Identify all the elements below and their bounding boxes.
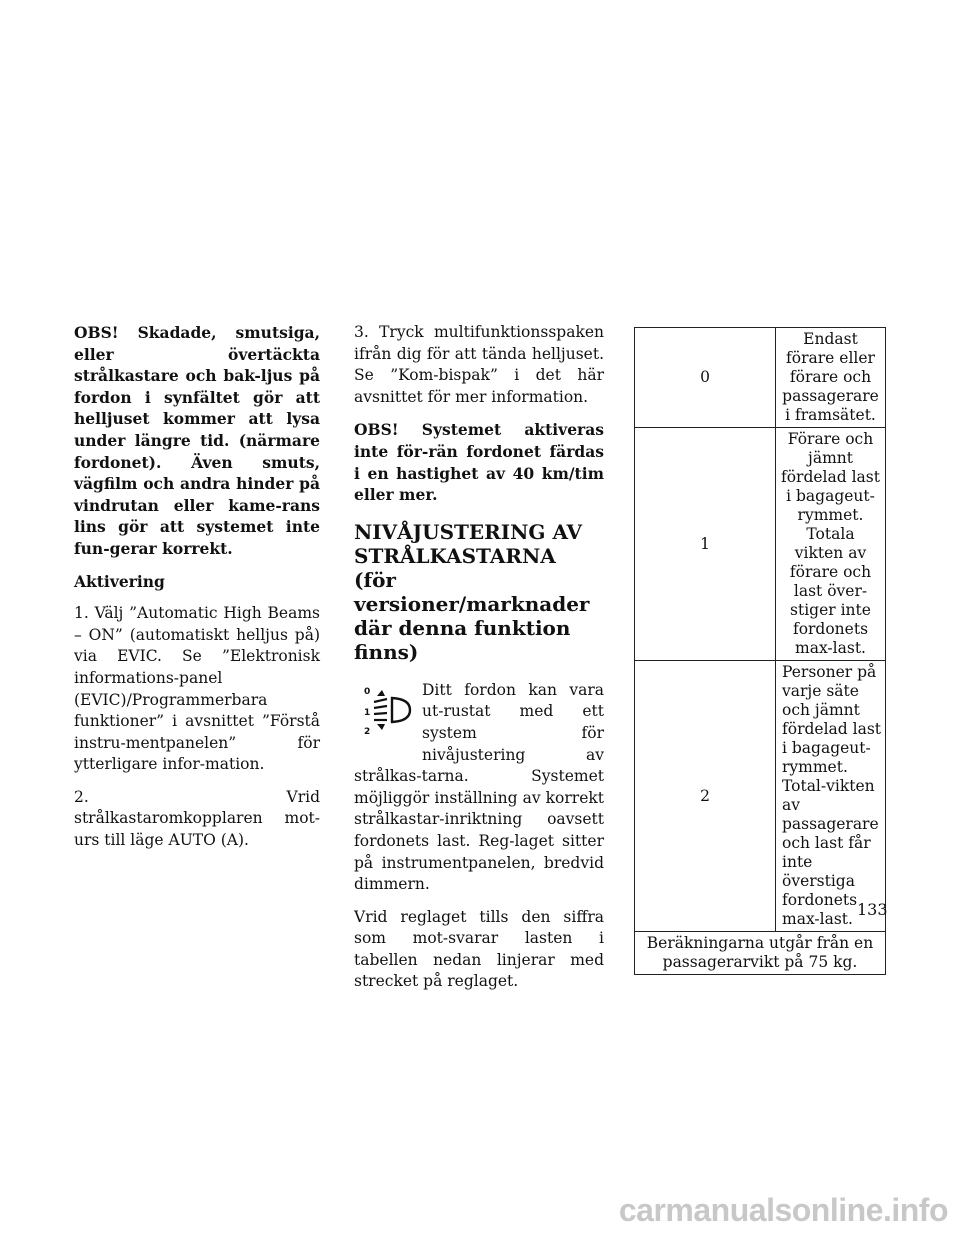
icon-level-2: 2 xyxy=(364,726,371,737)
table-description: Förare och jämnt fördelad last i bagageut-rymmet. Totala vikten av förare och last över-stiger inte fordonets max-last. xyxy=(776,428,886,661)
table-level: 1 xyxy=(635,428,776,661)
table-level: 0 xyxy=(635,328,776,428)
activation-subheading: Aktivering xyxy=(74,571,165,591)
leveling-description-text: Ditt fordon kan vara ut-rustat med ett system för nivåjustering av strålkas-tarna. Systemet möjliggör inställning av korrekt strålkastar-inriktning oavsett fordonets last. Reg-laget sitter på instrumentpanelen, bredvid dimmern. xyxy=(354,680,604,894)
activation-step-3: 3. Tryck multifunktionsspaken ifrån dig för att tända helljuset. Se ”Kom-bispak” i det här avsnittet för mer information. xyxy=(354,323,604,406)
table-footer: Beräkningarna utgår från en passagerarvikt på 75 kg. xyxy=(635,932,886,975)
headlamp-leveling-icon xyxy=(354,680,416,752)
table-row xyxy=(635,428,886,661)
table-level: 2 xyxy=(635,661,776,932)
table-description: Endast förare eller förare och passagerare i framsätet. xyxy=(776,328,886,428)
table-row xyxy=(635,328,886,428)
warning-note: OBS! Skadade, smutsiga, eller övertäckta strålkastare och bak-ljus på fordon i synfältet gör att helljuset kommer att lysa under längre tid. (närmare fordonet). Även smuts, vägfilm och andra hinder på vindrutan eller kame-rans lins gör att systemet inte fun-gerar korrekt. xyxy=(74,323,320,558)
section-heading: NIVÅJUSTERING AV STRÅLKASTARNA (för versioner/marknader där denna funktion finns) xyxy=(354,519,590,664)
watermark: carmanualsonline.info xyxy=(618,1192,948,1228)
speed-note: OBS! Systemet aktiveras inte för-rän fordonet färdas i en hastighet av 40 km/tim eller mer. xyxy=(354,420,604,505)
leveling-instruction: Vrid reglaget tills den siffra som mot-svarar lasten i tabellen nedan linjerar med strecket på reglaget. xyxy=(354,907,604,991)
table-footer-row xyxy=(635,932,886,975)
table-row xyxy=(635,661,886,932)
left-column xyxy=(74,322,320,863)
load-table xyxy=(634,327,886,975)
middle-column xyxy=(354,322,604,1004)
icon-level-0: 0 xyxy=(364,686,371,697)
activation-step-1: 1. Välj ”Automatic High Beams – ON” (automatiskt helljus på) via EVIC. Se ”Elektronisk informations-panel (EVIC)/Programmerbara funktioner” i avsnittet ”Förstå instru-mentpanelen” för ytterligare infor-mation. xyxy=(74,604,320,774)
table-description: Personer på varje säte och jämnt fördelad last i bagageut-rymmet. Total-vikten av passagerare och last får inte överstiga fordonets max-last. xyxy=(776,661,886,932)
page-number: 133 xyxy=(857,900,888,919)
icon-level-1: 1 xyxy=(364,707,371,718)
activation-step-2: 2. Vrid strålkastaromkopplaren mot-urs till läge AUTO (A). xyxy=(74,787,320,850)
leveling-description xyxy=(354,680,604,896)
